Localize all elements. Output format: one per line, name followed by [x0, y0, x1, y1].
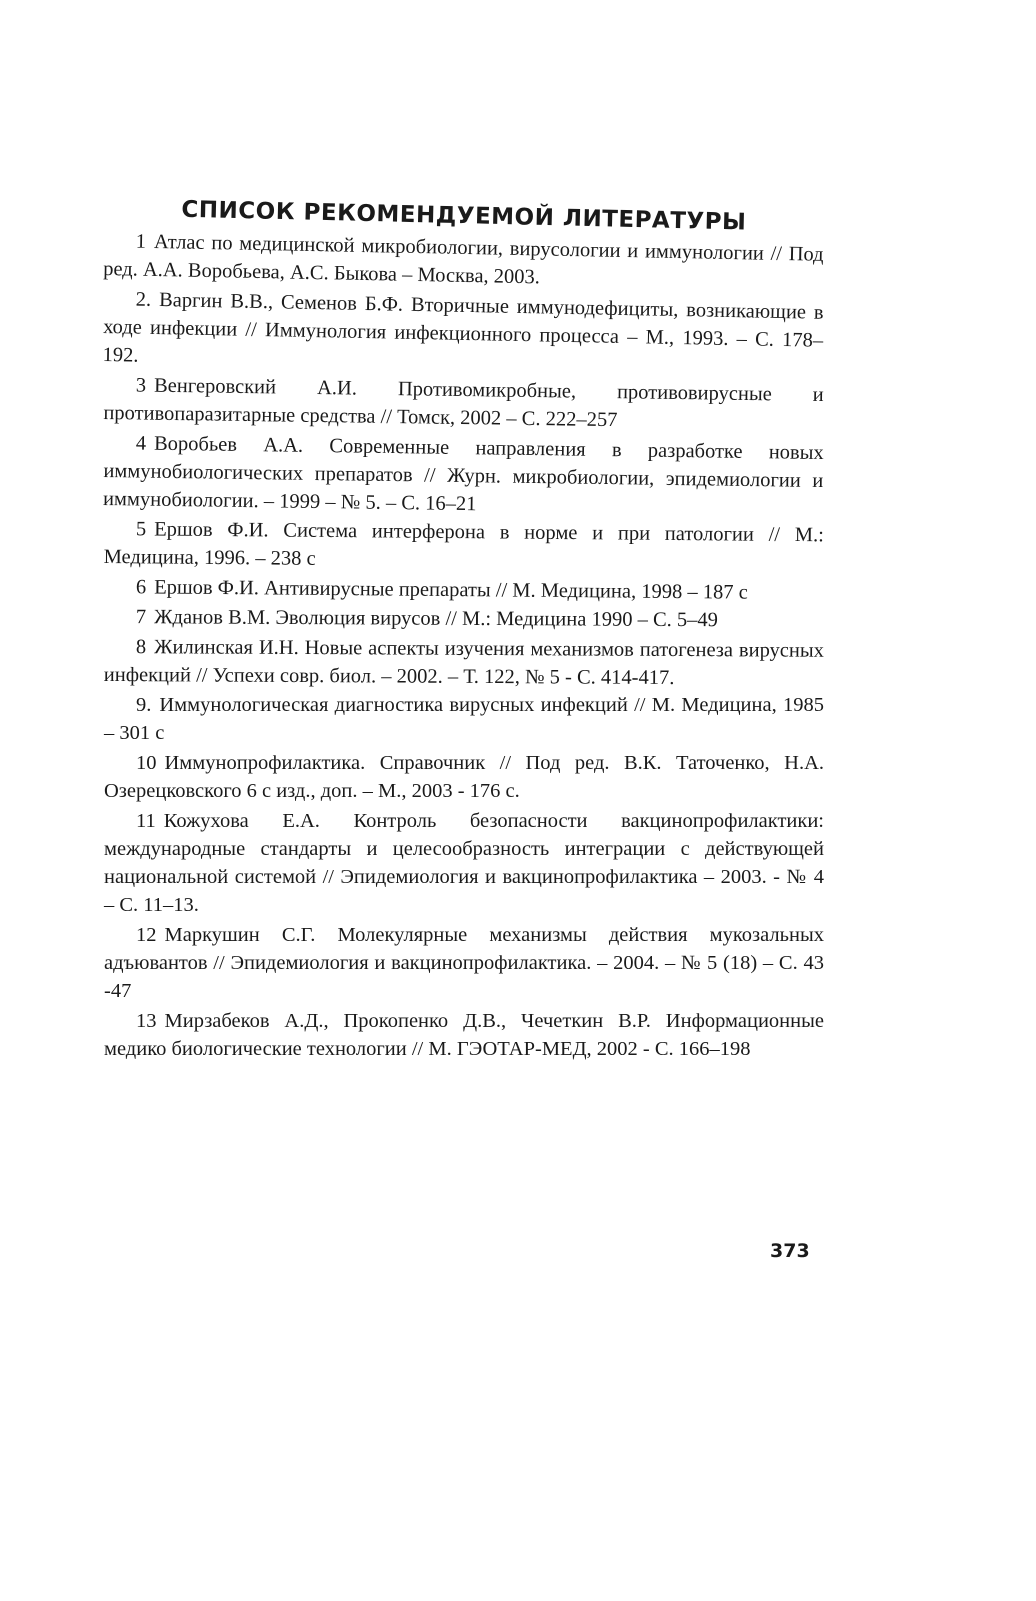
reference-text: Жилинская И.Н. Новые аспекты изучения механизмов патогенеза вирусных инфекций // Успехи совр. биол. – 2002. – Т. 122, № 5 - С. 414-417.: [103, 636, 824, 689]
list-item: [104, 603, 824, 635]
reference-number: 13: [136, 1010, 157, 1032]
reference-number: 10: [136, 752, 157, 774]
list-item: [104, 749, 824, 805]
list-item: [104, 633, 824, 693]
list-item: [104, 691, 824, 747]
reference-number: 2.: [135, 288, 152, 311]
reference-text: Кожухова Е.А. Контроль безопасности вакцинопрофилактики: международные стандарты и целесообразность интеграции с действующей национальной системой // Эпидемиология и вакцинопрофилактика – 2003. - № 4 – С. 11–13.: [104, 810, 824, 916]
list-item: [104, 807, 824, 919]
reference-number: 11: [136, 810, 156, 832]
list-item: [104, 515, 824, 577]
reference-text: Ершов Ф.И. Антивирусные препараты // М. Медицина, 1998 – 187 с: [154, 576, 748, 604]
reference-text: Венгеровский А.И. Противомикробные, противовирусные и противопаразитарные средства // Томск, 2002 – С. 222–257: [103, 374, 824, 432]
reference-text: Жданов В.М. Эволюция вирусов // М.: Медицина 1990 – С. 5–49: [154, 606, 718, 632]
reference-number: 8: [135, 636, 147, 659]
reference-text: Атлас по медицинской микробиологии, вирусологии и иммунологии // Под ред. А.А. Воробьева, А.С. Быкова – Москва, 2003.: [102, 230, 824, 289]
reference-number: 12: [136, 924, 157, 946]
page-content: [104, 195, 824, 1065]
reference-text: Ершов Ф.И. Система интерферона в норме и при патологии // М.: Медицина, 1996. – 238 с: [103, 518, 824, 570]
list-item: [103, 429, 824, 523]
reference-number: 3: [135, 374, 147, 397]
reference-text: Воробьев А.А. Современные направления в разработке новых иммунобиологических препаратов // Журн. микробиологии, эпидемиологии и иммунобиологии. – 1999 – № 5. – С. 16–21: [102, 432, 824, 516]
reference-number: 7: [135, 606, 147, 629]
page-number: 373: [770, 1240, 810, 1262]
reference-text: Иммунологическая диагностика вирусных инфекций // М. Медицина, 1985 – 301 с: [104, 694, 824, 744]
reference-number: 4: [135, 432, 147, 455]
reference-text: Иммунопрофилактика. Справочник // Под ред. В.К. Таточенко, Н.А. Озерецковского 6 с изд., доп. – М., 2003 - 176 с.: [104, 752, 824, 802]
reference-text: Мирзабеков А.Д., Прокопенко Д.В., Чечеткин В.Р. Информационные медико биологические технологии // М. ГЭОТАР-МЕД, 2002 - С. 166–198: [104, 1010, 824, 1060]
reference-number: 1: [135, 230, 147, 253]
list-item: [104, 573, 824, 607]
list-item: [103, 371, 824, 437]
reference-number: 5: [135, 518, 147, 541]
reference-text: Маркушин С.Г. Молекулярные механизмы действия мукозальных адъювантов // Эпидемиология и вакцинопрофилактика. – 2004. – № 5 (18) – С. 43 -47: [104, 924, 824, 1002]
reference-list: [104, 227, 824, 1063]
list-item: [104, 1007, 824, 1063]
reference-text: Варгин В.В., Семенов Б.Ф. Вторичные иммунодефициты, возникающие в ходе инфекции // Иммунология инфекционного процесса – М., 1993. – С. 178–192.: [102, 289, 824, 367]
list-item: [104, 921, 824, 1005]
reference-number: 6: [135, 576, 147, 599]
page-title: СПИСОК РЕКОМЕНДУЕМОЙ ЛИТЕРАТУРЫ: [181, 196, 747, 236]
reference-number: 9.: [136, 694, 152, 716]
list-item: [102, 285, 823, 383]
